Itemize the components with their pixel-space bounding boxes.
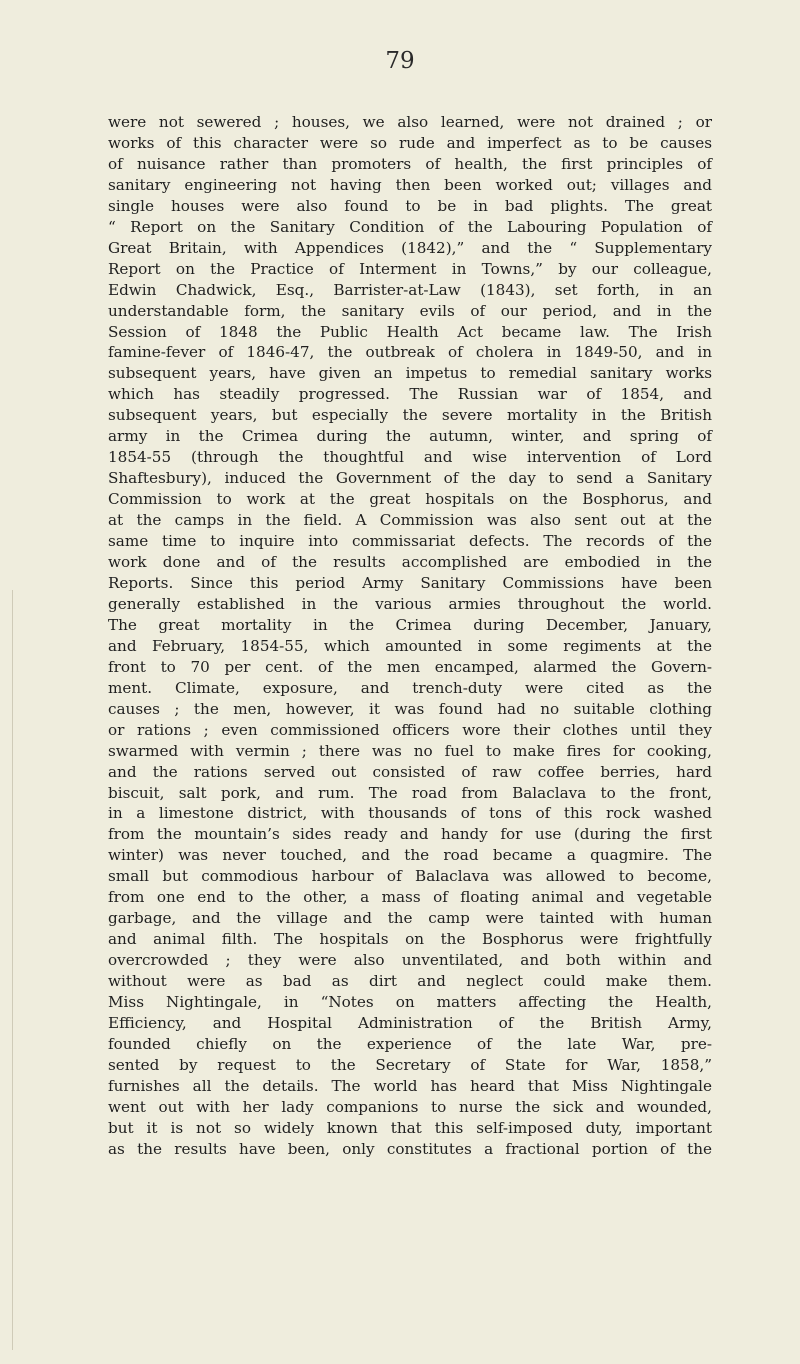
text-line: or rations ; even commissioned officers wore their clothes until they — [108, 720, 712, 739]
text-line: biscuit, salt pork, and rum. The road from Balaclava to the front, — [108, 783, 712, 802]
text-line: Miss Nightingale, in “Notes on matters affecting the Health, — [108, 993, 712, 1012]
text-line: winter) was never touched, and the road became a quagmire. The — [108, 846, 712, 865]
text-line: furnishes all the details. The world has heard that Miss Nightingale — [108, 1076, 712, 1095]
text-line: were not sewered ; houses, we also learned, were not drained ; or — [108, 113, 712, 131]
text-line: without were as bad as dirt and neglect could make them. — [108, 972, 712, 991]
text-line: but it is not so widely known that this self-imposed duty, important — [108, 1118, 712, 1137]
text-line: garbage, and the village and the camp were tainted with human — [108, 909, 712, 928]
text-line: “ Report on the Sanitary Condition of the Labouring Population of — [108, 217, 712, 236]
text-line: army in the Crimea during the autumn, winter, and spring of — [108, 427, 712, 446]
text-line: 1854-55 (through the thoughtful and wise intervention of Lord — [108, 448, 712, 467]
text-line: and the rations served out consisted of raw coffee berries, hard — [108, 762, 712, 781]
text-line: Great Britain, with Appendices (1842),” and the “ Supplementary — [108, 238, 712, 257]
text-line: founded chiefly on the experience of the late War, pre- — [108, 1034, 712, 1053]
text-line: small but commodious harbour of Balaclava was allowed to become, — [108, 867, 712, 886]
text-line: ment. Climate, exposure, and trench-duty were cited as the — [108, 678, 712, 697]
text-line: overcrowded ; they were also unventilated, and both within and — [108, 951, 712, 970]
text-line: sanitary engineering not having then been worked out; villages and — [108, 175, 712, 194]
text-line: causes ; the men, however, it was found had no suitable clothing — [108, 699, 712, 718]
text-line: Edwin Chadwick, Esq., Barrister-at-Law (1843), set forth, in an — [108, 280, 712, 299]
text-line: famine-fever of 1846-47, the outbreak of cholera in 1849-50, and in — [108, 343, 712, 362]
text-line: understandable form, the sanitary evils of our period, and in the — [108, 301, 712, 320]
text-line: Commission to work at the great hospitals on the Bosphorus, and — [108, 490, 712, 509]
text-line: and animal filth. The hospitals on the Bosphorus were frightfully — [108, 930, 712, 949]
text-line: same time to inquire into commissariat defects. The records of the — [108, 532, 712, 551]
text-line: as the results have been, only constitutes a fractional portion of the — [108, 1139, 712, 1158]
text-line: Shaftesbury), induced the Government of the day to send a Sanitary — [108, 469, 712, 488]
text-line: of nuisance rather than promoters of health, the first principles of — [108, 154, 712, 173]
text-line: work done and of the results accomplished are embodied in the — [108, 553, 712, 572]
text-line: subsequent years, have given an impetus to remedial sanitary works — [108, 364, 712, 383]
text-line: Report on the Practice of Interment in Towns,” by our colleague, — [108, 259, 712, 278]
body-text — [108, 112, 712, 1160]
text-line: and February, 1854-55, which amounted in some regiments at the — [108, 636, 712, 655]
text-line: front to 70 per cent. of the men encamped, alarmed the Govern- — [108, 657, 712, 676]
text-line: single houses were also found to be in bad plights. The great — [108, 196, 712, 215]
text-line: The great mortality in the Crimea during December, January, — [108, 615, 712, 634]
page-number: 79 — [385, 48, 415, 74]
text-line: Session of 1848 the Public Health Act became law. The Irish — [108, 322, 712, 341]
page-edge-line — [12, 590, 13, 1350]
text-line: Efficiency, and Hospital Administration of the British Army, — [108, 1013, 712, 1032]
text-line: Reports. Since this period Army Sanitary Commissions have been — [108, 573, 712, 592]
text-line: sented by request to the Secretary of State for War, 1858,” — [108, 1055, 712, 1074]
text-line: in a limestone district, with thousands of tons of this rock washed — [108, 804, 712, 823]
text-line: subsequent years, but especially the severe mortality in the British — [108, 406, 712, 425]
text-line: from one end to the other, a mass of floating animal and vegetable — [108, 888, 712, 907]
text-line: which has steadily progressed. The Russian war of 1854, and — [108, 385, 712, 404]
text-line: works of this character were so rude and imperfect as to be causes — [108, 133, 712, 152]
text-line: generally established in the various armies throughout the world. — [108, 594, 712, 613]
text-line: went out with her lady companions to nurse the sick and wounded, — [108, 1097, 712, 1116]
text-line: at the camps in the field. A Commission was also sent out at the — [108, 511, 712, 530]
text-line: from the mountain’s sides ready and handy for use (during the first — [108, 825, 712, 844]
text-line: swarmed with vermin ; there was no fuel to make fires for cooking, — [108, 741, 712, 760]
